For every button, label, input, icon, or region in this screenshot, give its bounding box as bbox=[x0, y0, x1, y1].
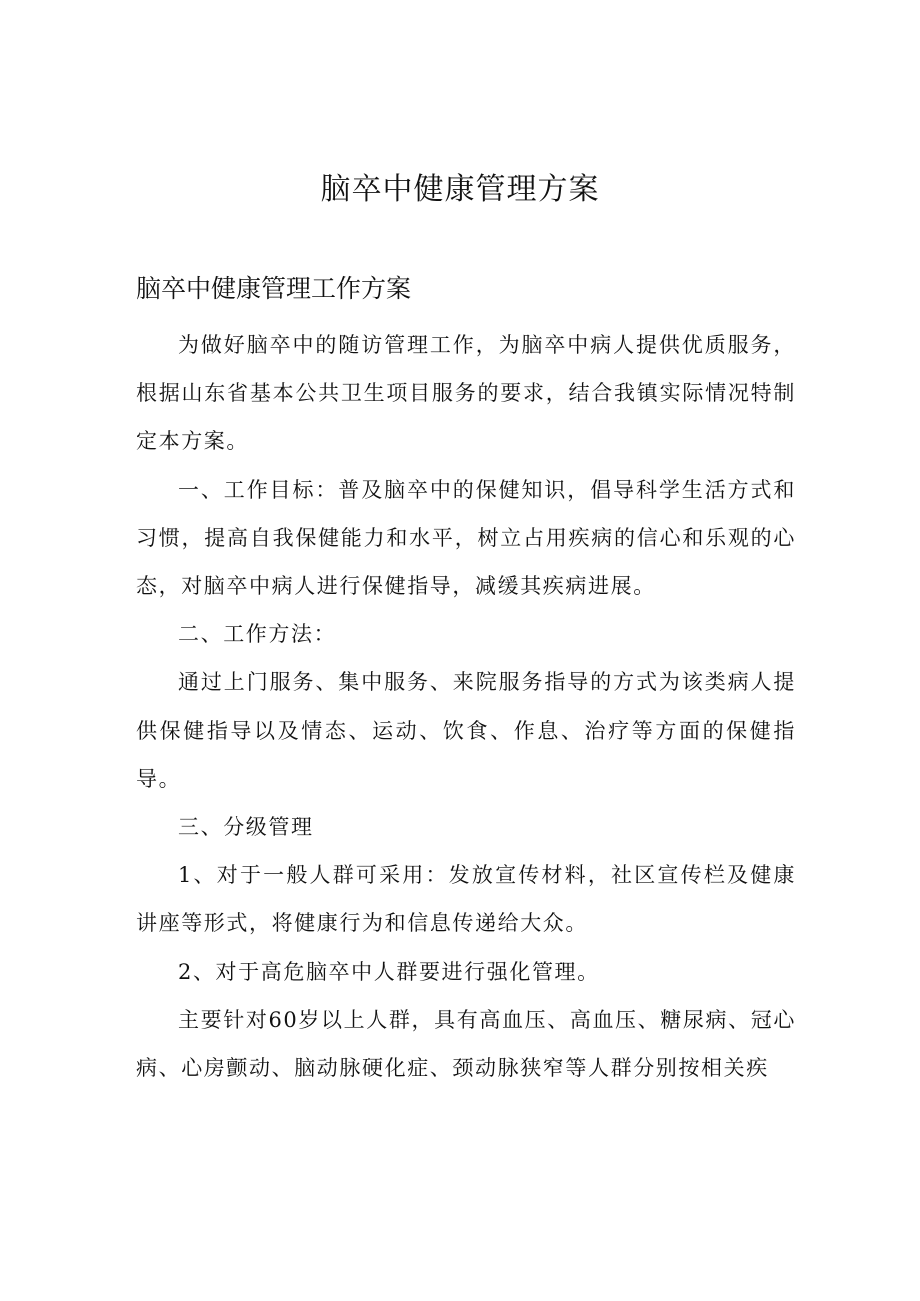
paragraph-intro: 为做好脑卒中的随访管理工作，为脑卒中病人提供优质服务，根据山东省基本公共卫生项目服务的要求，结合我镇实际情况特制定本方案。 bbox=[136, 333, 796, 454]
document-title: 脑卒中健康管理方案 bbox=[320, 172, 600, 207]
paragraph-tier-general: 1、对于一般人群可采用：发放宣传材料，社区宣传栏及健康讲座等形式，将健康行为和信息传递给大众。 bbox=[136, 863, 796, 936]
paragraph-target-population: 主要针对60岁以上人群，具有高血压、高血压、糖尿病、冠心病、心房颤动、脑动脉硬化症、颈动脉狭窄等人群分别按相关疾 bbox=[136, 1007, 796, 1081]
paragraph-method-heading: 二、工作方法： bbox=[178, 622, 337, 647]
paragraph-tier-high-risk: 2、对于高危脑卒中人群要进行强化管理。 bbox=[178, 959, 600, 984]
paragraph-tier-heading: 三、分级管理 bbox=[178, 815, 314, 840]
document-body bbox=[136, 321, 796, 1092]
section-heading: 脑卒中健康管理工作方案 bbox=[136, 274, 412, 303]
paragraph-goal: 一、工作目标：普及脑卒中的保健知识，倡导科学生活方式和习惯，提高自我保健能力和水平，树立占用疾病的信心和乐观的心态，对脑卒中病人进行保健指导，减缓其疾病进展。 bbox=[136, 477, 796, 599]
paragraph-method: 通过上门服务、集中服务、来院服务指导的方式为该类病人提供保健指导以及情态、运动、饮食、作息、治疗等方面的保健指导。 bbox=[136, 670, 796, 791]
